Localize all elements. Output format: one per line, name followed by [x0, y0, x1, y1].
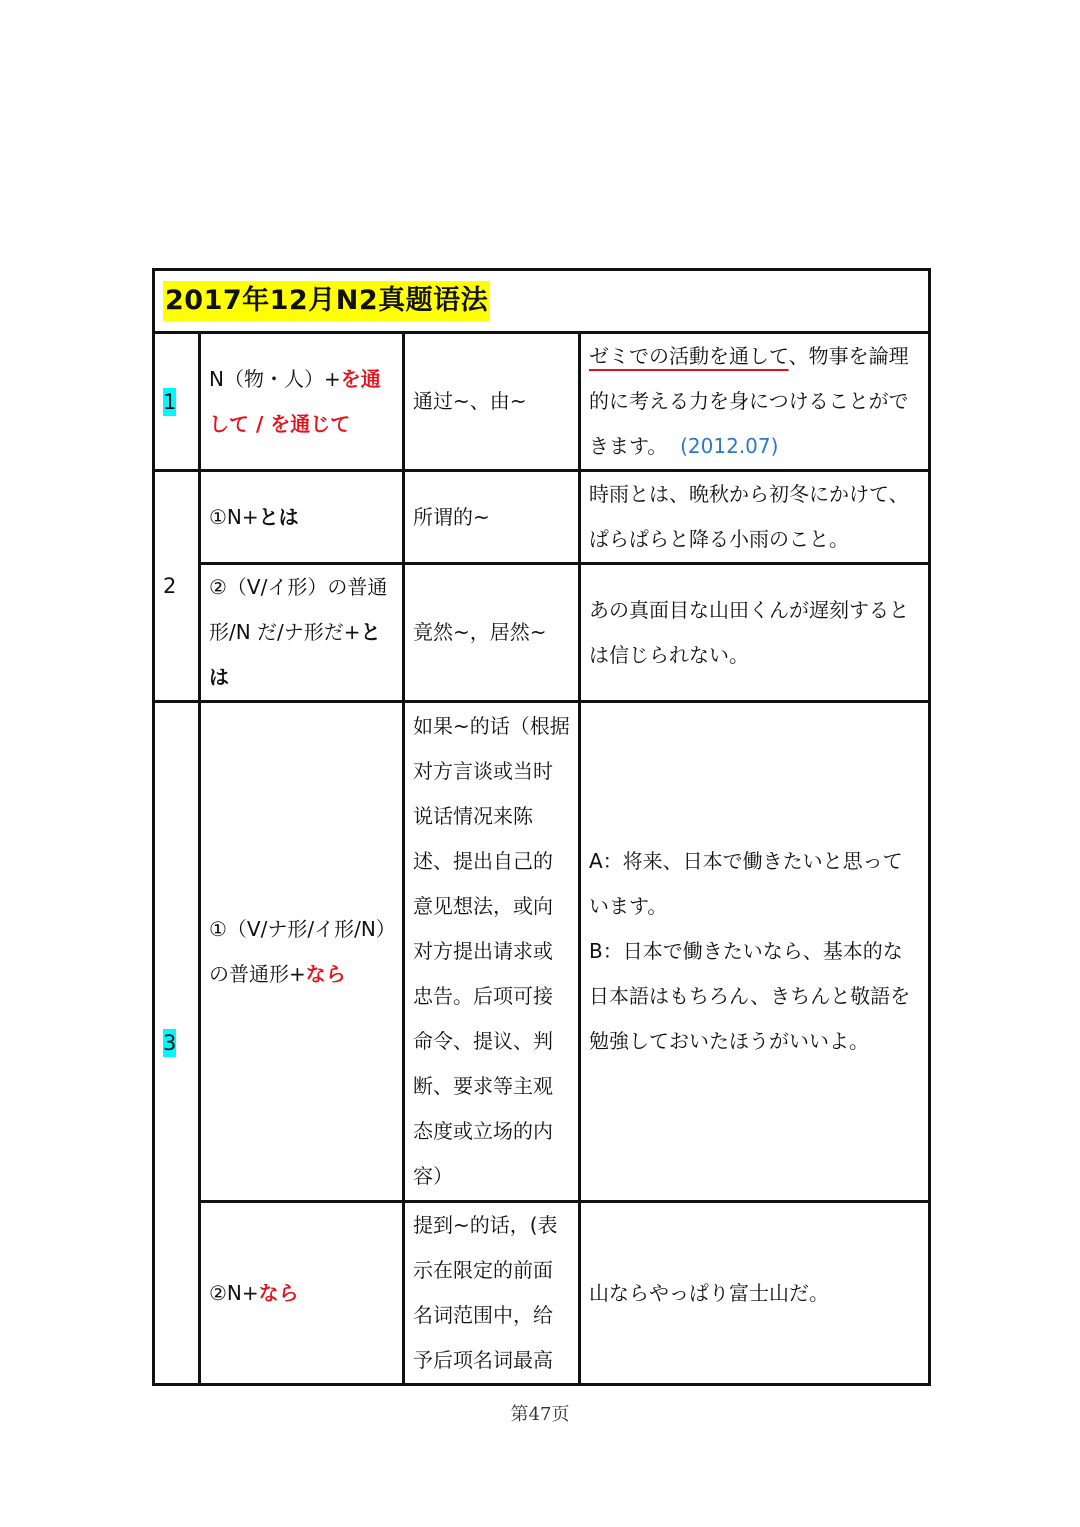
example-cell	[580, 702, 930, 1202]
pattern-text: N（物・人）+	[209, 366, 341, 391]
row-number-cell	[154, 471, 200, 702]
meaning-cell	[404, 1202, 580, 1385]
pattern-text: ②N+	[209, 1280, 259, 1305]
example-underlined: ゼミでの活動を通して	[589, 344, 789, 368]
table-row	[154, 564, 930, 702]
example-text: 時雨とは、晩秋から初冬にかけて、ぱらぱらと降る小雨のこと。	[589, 482, 909, 551]
pattern-text: ①（V/ナ形/イ形/N）の普通形+	[209, 916, 386, 986]
example-cell	[580, 471, 930, 564]
pattern-text: ①N+	[209, 504, 259, 529]
row-number-cell	[154, 702, 200, 1385]
example-cell	[580, 333, 930, 471]
example-line-b: B：日本で働きたいなら、基本的な日本語はもちろん、きちんと敬語を勉強しておいたほうがいいよ。	[589, 939, 911, 1053]
pattern-keyword: とは	[258, 504, 299, 529]
table-title: 2017年12月N2真题语法	[163, 281, 490, 321]
table-row	[154, 471, 930, 564]
pattern-cell	[200, 471, 404, 564]
meaning-cell	[404, 471, 580, 564]
row-number: 1	[163, 389, 177, 414]
pattern-cell	[200, 702, 404, 1202]
pattern-keyword: なら	[258, 1280, 299, 1305]
pattern-cell	[200, 1202, 404, 1385]
table-row	[154, 702, 930, 1202]
row-number: 2	[163, 574, 177, 598]
meaning-text: 所谓的~	[413, 504, 490, 529]
title-cell	[154, 270, 930, 333]
pattern-cell	[200, 564, 404, 702]
pattern-cell	[200, 333, 404, 471]
pattern-text: ②（V/イ形）の普通形/N だ/ナ形だ+	[209, 575, 388, 644]
page-number: 第47页	[510, 1404, 570, 1425]
example-text: 、物事を論理的に考える力を身につけることができます。	[589, 344, 909, 458]
row-number: 3	[163, 1031, 177, 1055]
meaning-cell	[404, 564, 580, 702]
meaning-text: 提到~的话，(表示在限定的前面名词范围中，给予后项名词最高	[413, 1213, 558, 1372]
meaning-text: 通过~、由~	[413, 389, 527, 413]
example-cell	[580, 564, 930, 702]
example-line-a: A：将来、日本で働きたいと思っています。	[589, 849, 903, 918]
meaning-text: 竟然~，居然~	[413, 620, 547, 644]
meaning-text: 如果~的话（根据对方言谈或当时说话情况来陈述、提出自己的意见想法，或向对方提出请求或忠告。后项可接命令、提议、判断、要求等主观态度或立场的内容）	[413, 714, 570, 1188]
example-cell	[580, 1202, 930, 1385]
pattern-keyword: とは	[209, 620, 381, 689]
row-number-cell	[154, 333, 200, 471]
table-row	[154, 333, 930, 471]
example-text: あの真面目な山田くんが遅刻するとは信じられない。	[589, 597, 909, 667]
grammar-table	[152, 268, 931, 1386]
title-row	[154, 270, 930, 333]
pattern-keyword: を通して / を通じて	[209, 366, 381, 436]
example-text: 山ならやっぱり富士山だ。	[589, 1280, 829, 1305]
example-date: (2012.07)	[680, 434, 779, 458]
meaning-cell	[404, 333, 580, 471]
meaning-cell	[404, 702, 580, 1202]
pattern-keyword: なら	[305, 961, 346, 986]
table-row	[154, 1202, 930, 1385]
